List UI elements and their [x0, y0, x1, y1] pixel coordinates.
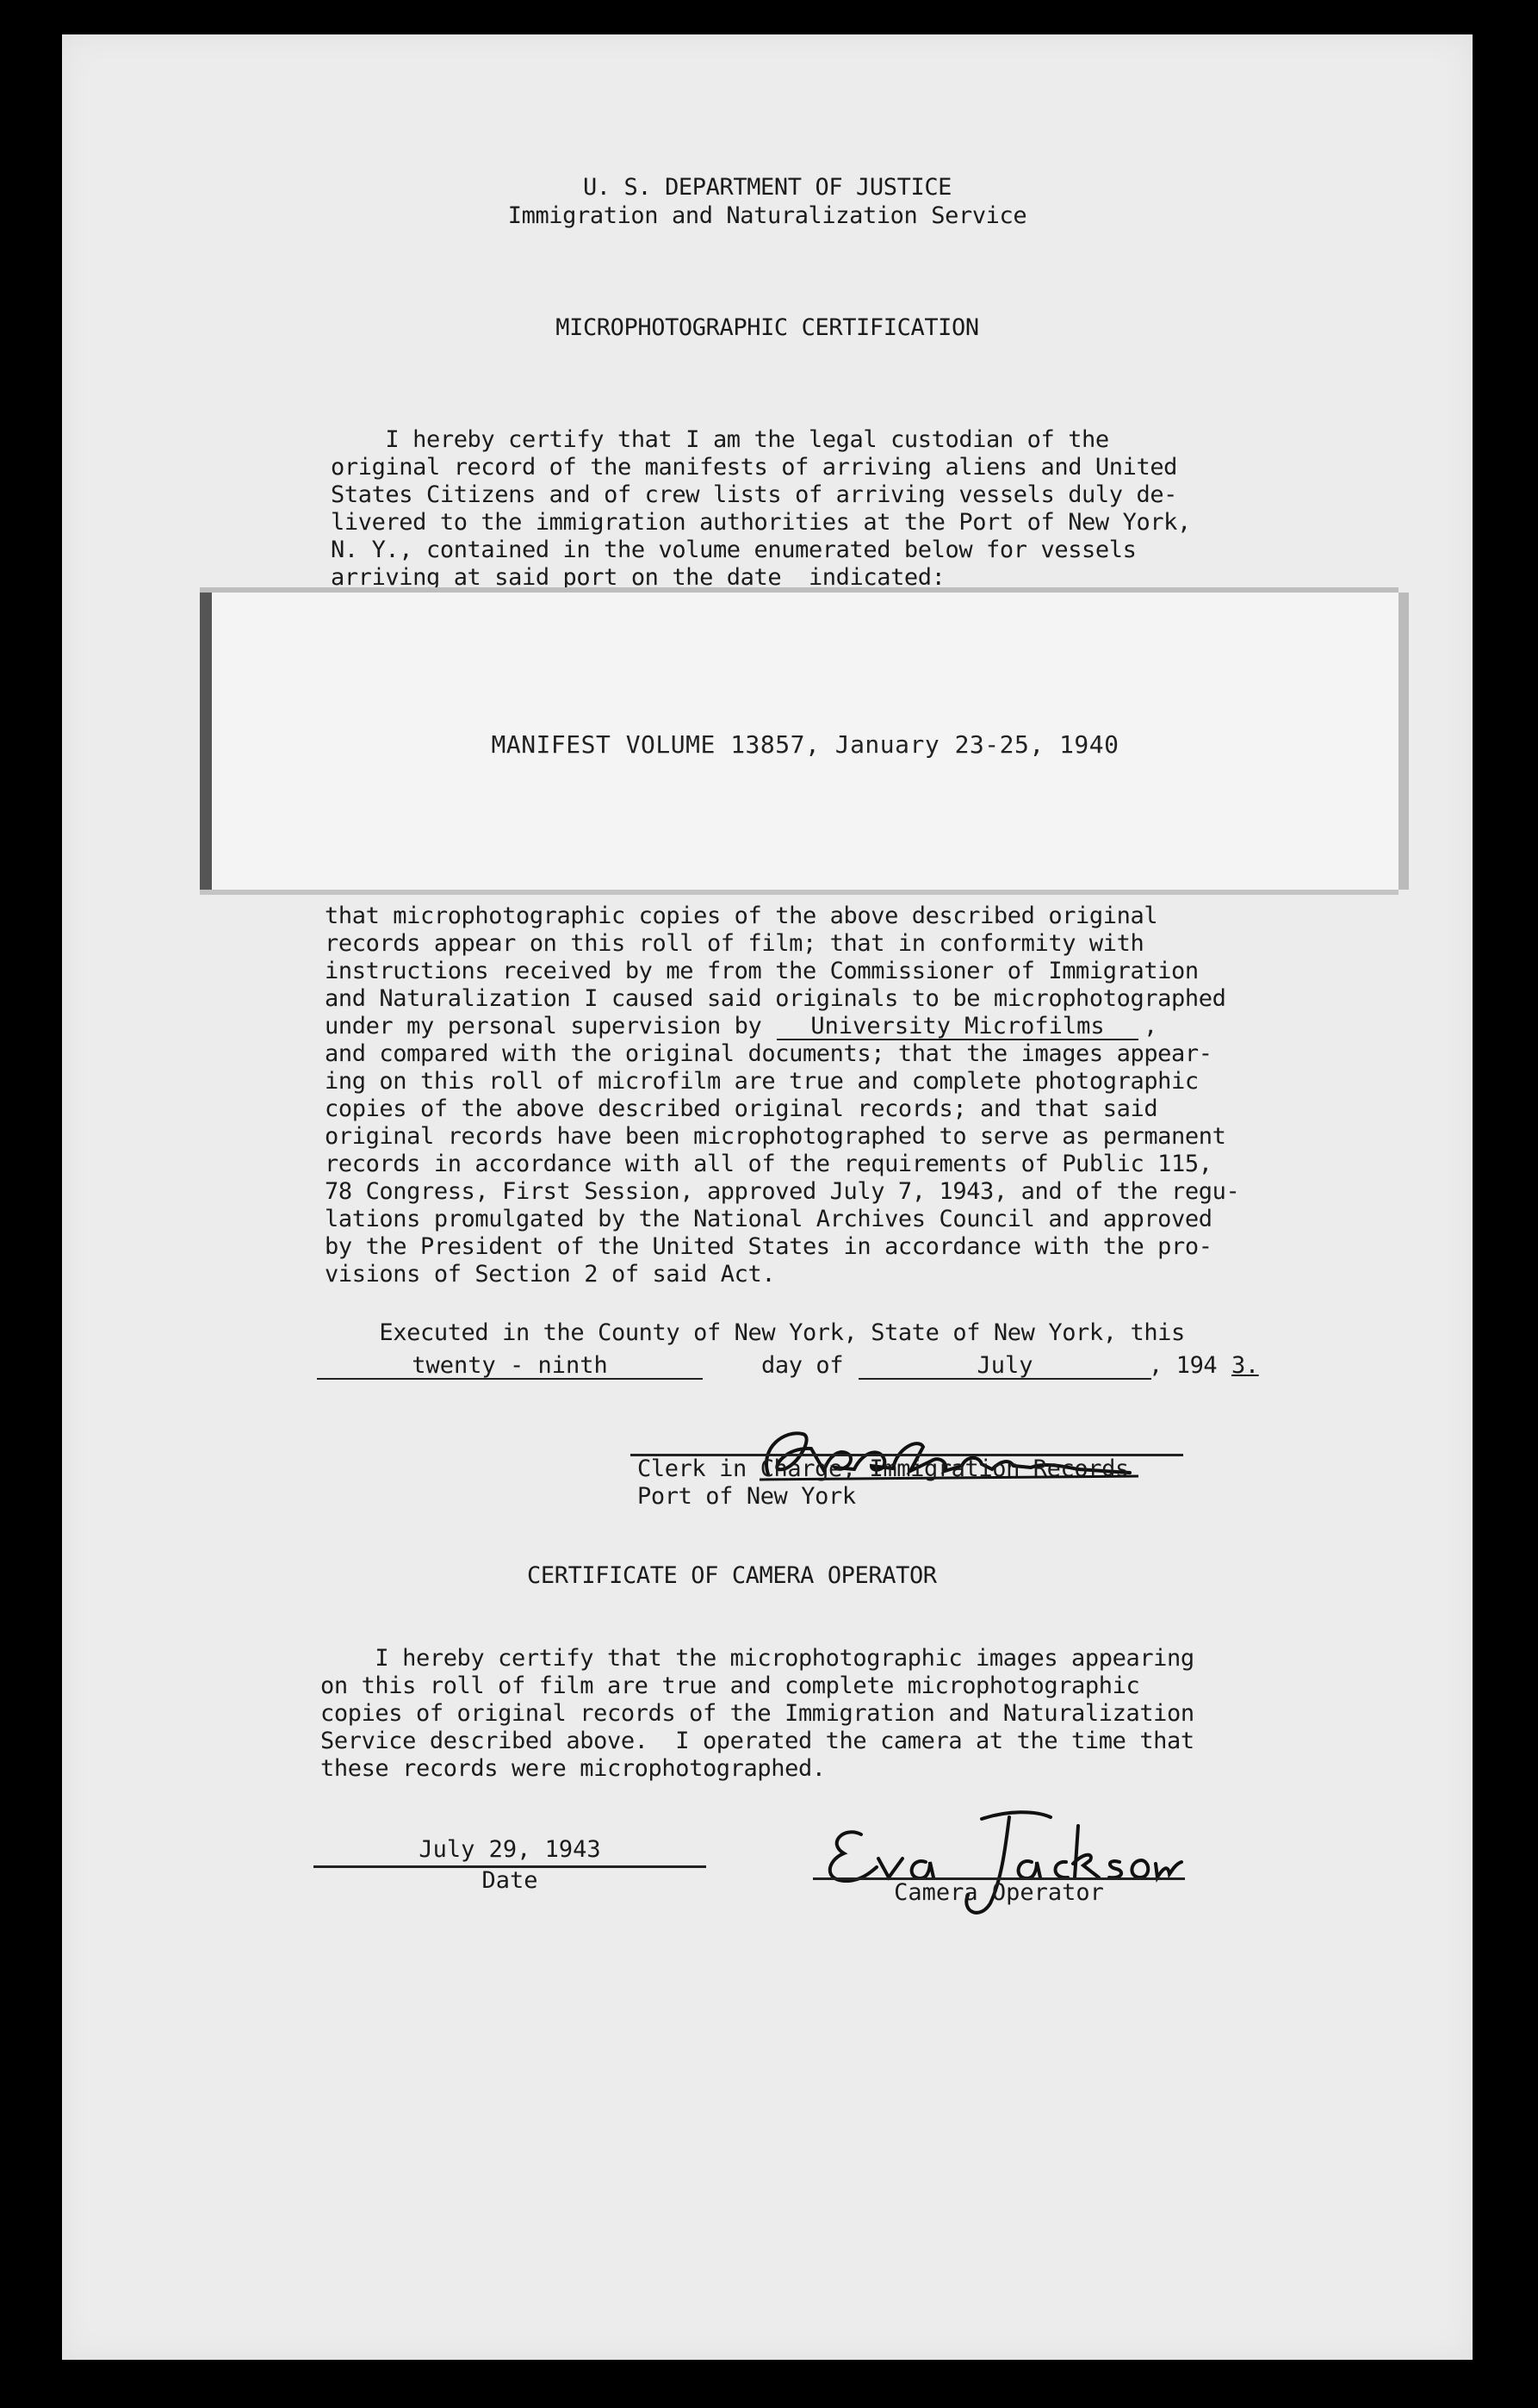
executed-month-value: July	[977, 1352, 1033, 1379]
manifest-volume-strip	[200, 593, 1398, 890]
camera-line: copies of original records of the Immigration and Naturalization	[320, 1700, 1194, 1727]
department-heading: U. S. DEPARTMENT OF JUSTICE	[582, 174, 952, 201]
intro-line: N. Y., contained in the volume enumerated below for vessels	[331, 537, 1137, 563]
body-line: instructions received by me from the Commissioner of Immigration	[325, 958, 1199, 984]
intro-line: States Citizens and of crew lists of arriving vessels duly de-	[331, 481, 1178, 508]
operator-label: Camera Operator	[894, 1879, 1104, 1906]
supervisor-comma: ,	[1144, 1013, 1157, 1040]
executed-day-value: twenty - ninth	[412, 1352, 608, 1379]
day-underline	[317, 1378, 703, 1380]
intro-line: livered to the immigration authorities at the Port of New York,	[331, 509, 1191, 536]
body-line: copies of the above described original records; and that said	[325, 1095, 1158, 1122]
camera-line: I hereby certify that the microphotographic images appearing	[320, 1645, 1194, 1672]
body-line: by the President of the United States in accordance with the pro-	[325, 1233, 1212, 1260]
body-line: visions of Section 2 of said Act.	[325, 1261, 776, 1288]
body-line: ing on this roll of microfilm are true and complete photographic	[325, 1068, 1199, 1095]
manifest-volume-label: MANIFEST VOLUME 13857, January 23-25, 1940	[491, 730, 1119, 759]
body-line: 78 Congress, First Session, approved July 7, 1943, and of the regu-	[325, 1178, 1240, 1205]
body-line: records in accordance with all of the requirements of Public 115,	[325, 1151, 1212, 1177]
body-line: that microphotographic copies of the above described original	[325, 903, 1158, 929]
service-heading: Immigration and Naturalization Service	[507, 202, 1027, 229]
document-page	[62, 34, 1473, 2360]
body-line: under my personal supervision by	[325, 1013, 762, 1040]
body-line: and compared with the original documents; that the images appear-	[325, 1040, 1212, 1067]
camera-line: on this roll of film are true and complete microphotographic	[320, 1673, 1140, 1699]
executed-year-prefix: , 194	[1149, 1352, 1218, 1379]
camera-certificate-title: CERTIFICATE OF CAMERA OPERATOR	[527, 1562, 937, 1589]
intro-line: I hereby certify that I am the legal custodian of the	[331, 426, 1109, 453]
clerk-title: Clerk in Charge, Immigration Records	[637, 1455, 1129, 1482]
camera-line: these records were microphotographed.	[320, 1755, 826, 1782]
intro-line: original record of the manifests of arriving aliens and United	[331, 454, 1178, 481]
date-label: Date	[481, 1867, 538, 1894]
clerk-port: Port of New York	[637, 1483, 856, 1510]
executed-line: Executed in the County of New York, State of New York, this	[325, 1319, 1185, 1346]
date-value: July 29, 1943	[419, 1836, 601, 1863]
body-line: original records have been microphotographed to serve as permanent	[325, 1123, 1226, 1150]
body-line: lations promulgated by the National Archives Council and approved	[325, 1206, 1212, 1232]
certification-title: MICROPHOTOGRAPHIC CERTIFICATION	[555, 314, 979, 341]
day-of-label: day of	[761, 1352, 844, 1379]
intro-line: arriving at said port on the date indicated:	[331, 564, 946, 591]
body-line: records appear on this roll of film; that in conformity with	[325, 930, 1144, 957]
camera-line: Service described above. I operated the camera at the time that	[320, 1728, 1194, 1754]
executed-year-digit: 3.	[1231, 1352, 1259, 1379]
body-line: and Naturalization I caused said originals to be microphotographed	[325, 985, 1226, 1012]
supervisor-name: University Microfilms	[810, 1013, 1105, 1040]
month-underline	[859, 1378, 1151, 1380]
